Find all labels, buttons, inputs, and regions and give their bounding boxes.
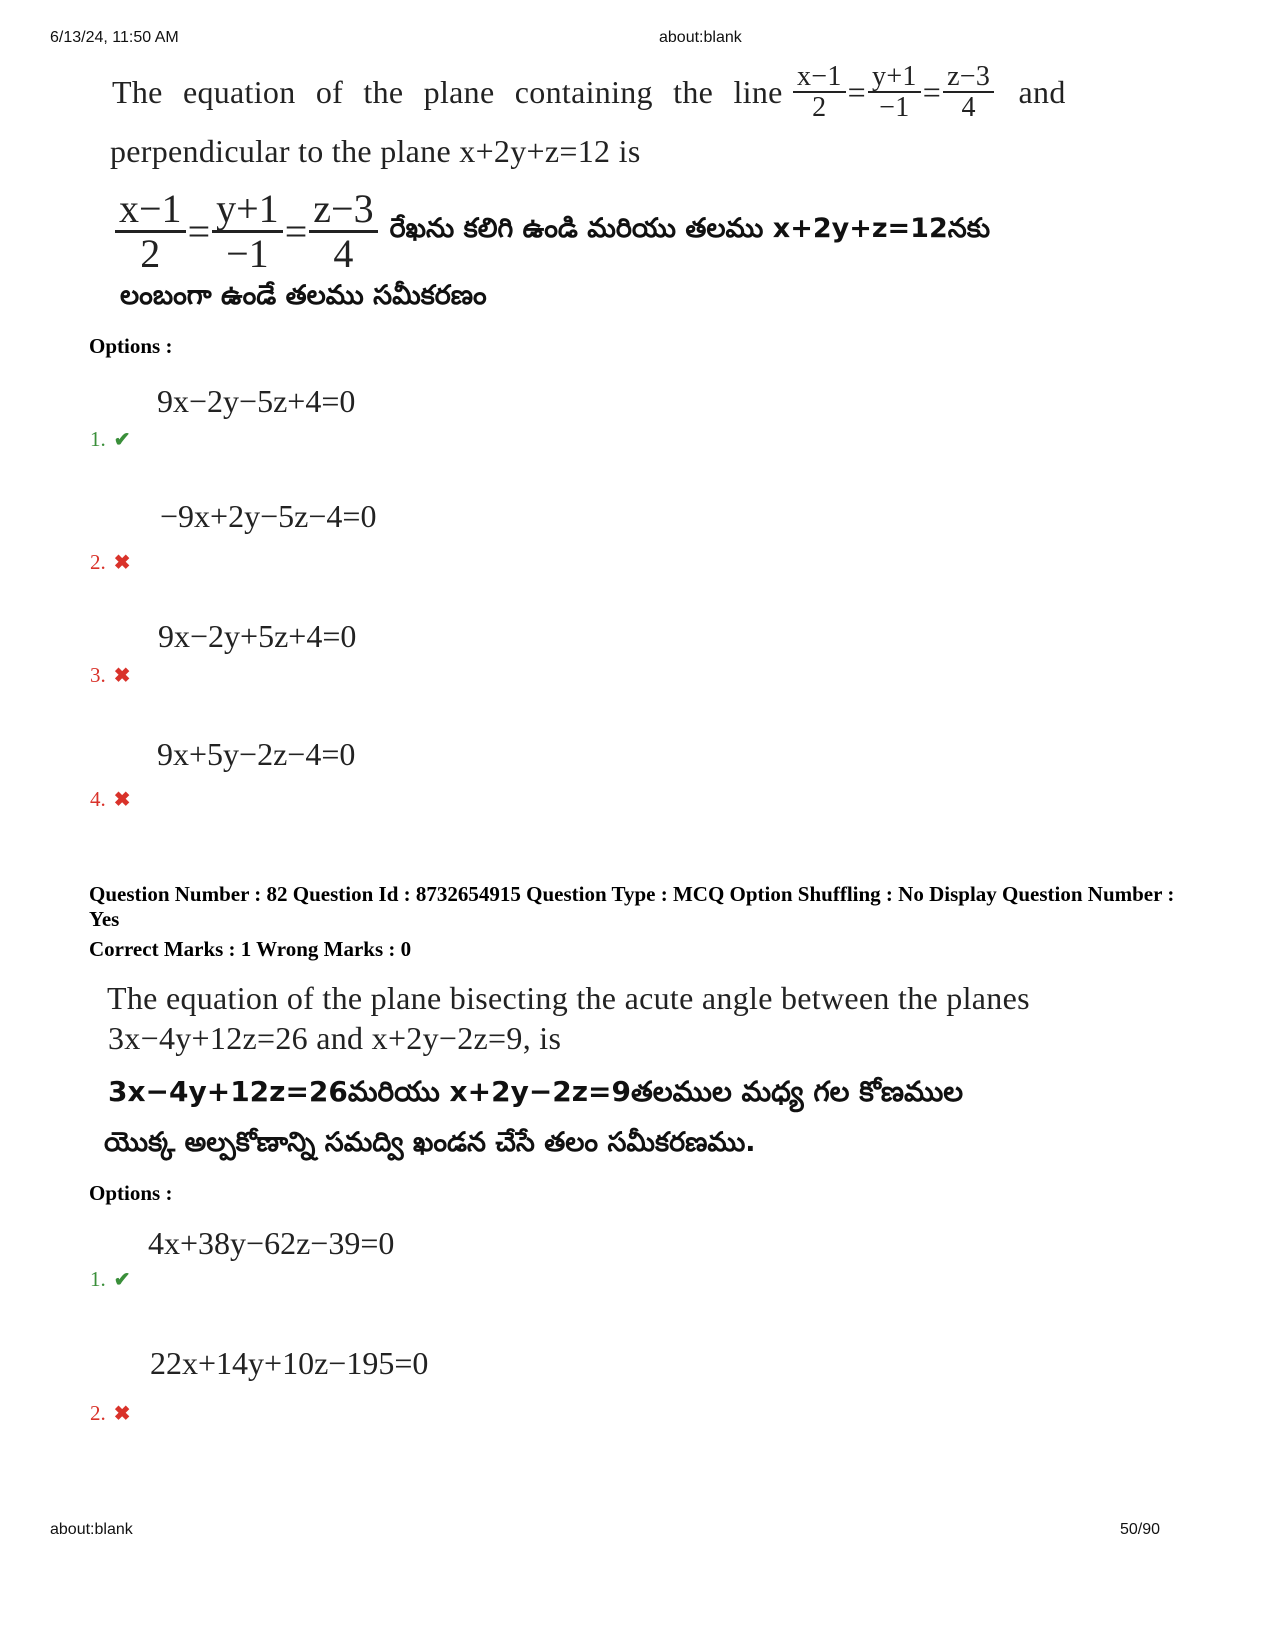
print-footer-url: about:blank <box>50 1521 133 1538</box>
frac-den: 4 <box>961 92 976 124</box>
q82-option-2[interactable] <box>90 1401 131 1426</box>
frac-num: x−1 <box>793 62 846 93</box>
q81-te-line1-text: రేఖను కలిగి ఉండి మరియు తలము x+2y+z=12నకు <box>389 212 991 244</box>
q81-telugu-line-2: లంబంగా ఉండే తలము సమీకరణం <box>120 280 487 311</box>
cross-icon: ✖ <box>113 789 131 811</box>
frac-num: x−1 <box>115 188 186 233</box>
frac-num: y+1 <box>212 188 283 233</box>
q81-line-frac-y <box>868 62 921 123</box>
cross-icon: ✖ <box>113 552 131 574</box>
frac-den: 2 <box>140 231 161 276</box>
q81-option-3[interactable] <box>90 663 131 688</box>
q81-option-4-equation: 9x+5y−2z−4=0 <box>157 736 356 772</box>
frac-num: z−3 <box>943 62 994 93</box>
q82-english-line-1: The equation of the plane bisecting the acute angle between the planes <box>107 980 1030 1016</box>
print-page-number: 50/90 <box>1120 1521 1161 1538</box>
q82-option-2-equation: 22x+14y+10z−195=0 <box>150 1345 429 1381</box>
q81-line-frac-z <box>943 62 994 123</box>
q81-option-1-equation: 9x−2y−5z+4=0 <box>157 383 356 419</box>
q81-option-1[interactable] <box>90 427 131 452</box>
q81-english-line-1 <box>112 62 1092 123</box>
q81-english-line-2: perpendicular to the plane x+2y+z=12 is <box>110 133 641 169</box>
option-number: 1. <box>90 1267 106 1291</box>
frac-den: −1 <box>879 92 910 124</box>
q81-telugu-frac-x <box>115 188 186 275</box>
option-number: 3. <box>90 663 106 687</box>
frac-num: z−3 <box>309 188 377 233</box>
q82-telugu-line-2: యొక్క అల్పకోణాన్ని సమద్వి ఖండన చేసే తలం సమీకరణము. <box>104 1127 756 1158</box>
q81-telugu-frac-z <box>309 188 377 275</box>
q82-option-1[interactable] <box>90 1267 131 1292</box>
check-icon: ✔ <box>113 429 131 451</box>
equals-sign: = <box>187 209 211 254</box>
option-number: 2. <box>90 1401 106 1425</box>
q82-telugu-line-1: 3x−4y+12z=26మరియు x+2y−2z=9తలముల మధ్య గల కోణముల <box>108 1075 964 1108</box>
q82-options-label: Options : <box>89 1181 173 1205</box>
q81-line-frac-x <box>793 62 846 123</box>
equals-sign: = <box>847 73 867 110</box>
q81-telugu-frac-y <box>212 188 283 275</box>
q82-meta: Question Number : 82 Question Id : 8732654915 Question Type : MCQ Option Shuffling : No Display Question Number : Yes <box>89 882 1175 931</box>
q81-en-line1-text: The equation of the plane containing the line <box>112 73 783 110</box>
q82-option-1-equation: 4x+38y−62z−39=0 <box>148 1225 395 1261</box>
q81-telugu-line-1 <box>113 188 1073 275</box>
q81-option-3-equation: 9x−2y+5z+4=0 <box>158 618 357 654</box>
q81-option-2[interactable] <box>90 550 131 575</box>
frac-num: y+1 <box>868 62 921 93</box>
q82-marks: Correct Marks : 1 Wrong Marks : 0 <box>89 937 412 961</box>
print-page-title: about:blank <box>659 29 742 46</box>
cross-icon: ✖ <box>113 1403 131 1425</box>
option-number: 1. <box>90 427 106 451</box>
cross-icon: ✖ <box>113 665 131 687</box>
option-number: 4. <box>90 787 106 811</box>
q82-english-line-2: 3x−4y+12z=26 and x+2y−2z=9, is <box>108 1020 562 1056</box>
frac-den: −1 <box>226 231 269 276</box>
check-icon: ✔ <box>113 1269 131 1291</box>
equals-sign: = <box>922 73 942 110</box>
frac-den: 4 <box>333 231 354 276</box>
print-datetime: 6/13/24, 11:50 AM <box>50 29 179 46</box>
equals-sign: = <box>284 209 308 254</box>
q81-option-4[interactable] <box>90 787 131 812</box>
q81-options-label: Options : <box>89 334 173 358</box>
q81-en-line1-and: and <box>1018 73 1066 110</box>
option-number: 2. <box>90 550 106 574</box>
q81-option-2-equation: −9x+2y−5z−4=0 <box>160 498 377 534</box>
frac-den: 2 <box>812 92 827 124</box>
